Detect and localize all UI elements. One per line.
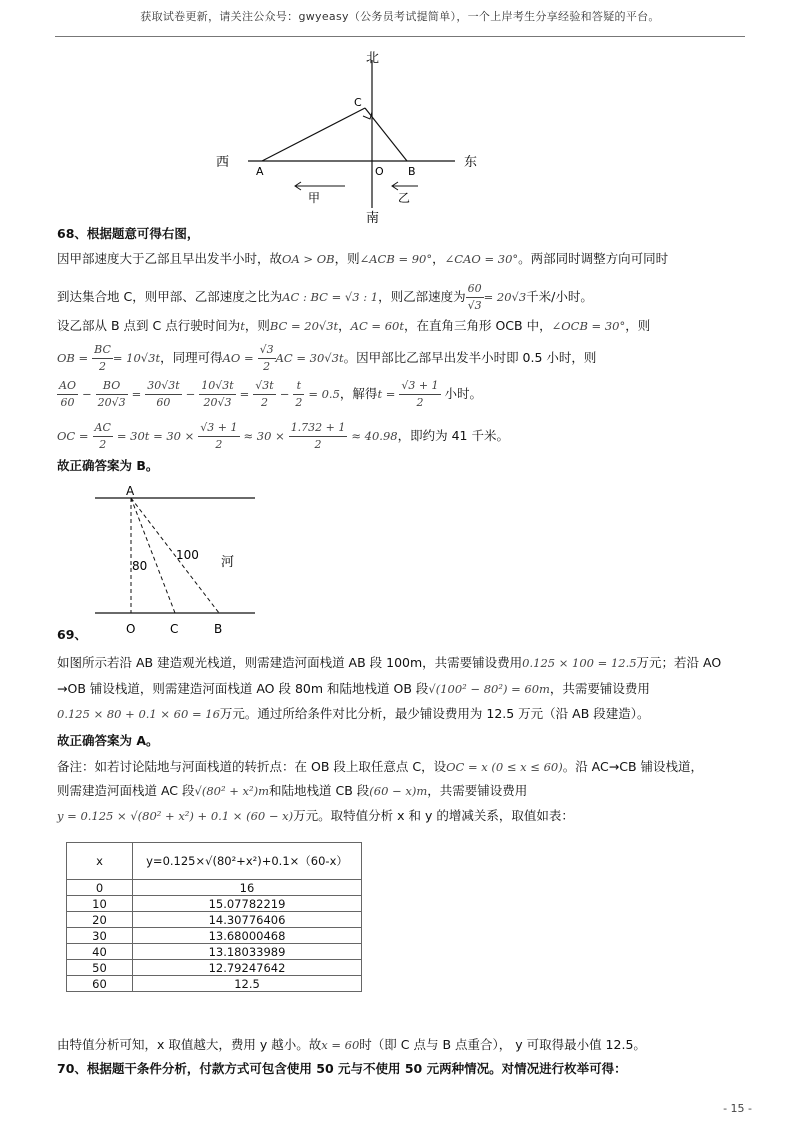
table-row: 40 13.18033989 [67, 944, 362, 960]
q69-line-3: 0.125 × 80 + 0.1 × 60 = 16万元。通过所给条件对比分析，最少铺设费用为 12.5 万元（沿 AB 段建造）。 [57, 706, 650, 721]
q68-line-2: 到达集合地 C，则甲部、乙部速度之比为AC : BC = √3 : 1，则乙部速度为 $\frac{60}{√3}$ = 20√3千米/小时。 [57, 282, 593, 312]
segment-ac [262, 108, 365, 161]
table-row: 20 14.30776406 [67, 912, 362, 928]
q69-note-1: 备注：如若讨论陆地与河面栈道的转折点：在 OB 段上取任意点 C，设OC = x (0 ≤ x ≤ 60)。沿 AC→CB 铺设栈道， [57, 759, 703, 774]
table-row: 30 13.68000468 [67, 928, 362, 944]
table-row: 50 12.79247642 [67, 960, 362, 976]
q68-line-1: 因甲部速度大于乙部且早出发半小时，故OA > OB，则∠ACB = 90°，∠CAO = 30°。两部同时调整方向可同时 [57, 251, 669, 266]
east-label: 东 [464, 155, 478, 170]
point-a-label: A [126, 484, 135, 498]
q70-text: 70、根据题干条件分析，付款方式可包含使用 50 元与不使用 50 元两种情况。对情况进行枚举可得： [57, 1061, 627, 1076]
q68-line-6: OC = $\frac{AC}{2}$ = 30t = 30 × $\frac{√3 + 1}{2}$ ≈ 30 × $\frac{1.732 + 1}{2}$ ≈ 40.98，即约为 41 千米。 [57, 421, 509, 451]
table-header-row [67, 843, 362, 880]
table-header-y: y=0.125×√(80²+x²)+0.1×（60-x） [133, 843, 362, 880]
q68-line-5: $\frac{AO}{60}$ − $\frac{BO}{20√3}$ = $\frac{30√3t}{60}$ − $\frac{10√3t}{20√3}$ = $\frac{√3t}{2}$ − $\frac{t}{2}$ = 0.5，解得t = $\frac{√3 + 1}{2}$ 小时。 [59, 379, 483, 409]
header-divider [55, 36, 745, 37]
q68-line-4: OB = $\frac{BC}{2}$ = 10√3t，同理可得AO = $\frac{√3}{2}$ AC = 30√3t。因甲部比乙部早出发半小时即 0.5 小时，则 [57, 343, 597, 373]
table-row: 10 15.07782219 [67, 896, 362, 912]
page-number: - 15 - [723, 1102, 752, 1115]
segment-ab [131, 498, 219, 613]
q69-line-1: 如图所示若沿 AB 建造观光栈道，则需建造河面栈道 AB 段 100m，共需要铺设费用0.125 × 100 = 12.5万元；若沿 AO [57, 655, 722, 670]
q68-title: 68、根据题意可得右图， [57, 226, 200, 241]
point-c-label: C [354, 96, 362, 109]
length-80-label: 80 [132, 559, 148, 573]
q68-line-3: 设乙部从 B 点到 C 点行驶时间为t，则BC = 20√3t，AC = 60t，在直角三角形 OCB 中，∠OCB = 30°，则 [57, 318, 651, 333]
north-label: 北 [366, 51, 380, 66]
q69-answer: 故正确答案为 A。 [57, 733, 159, 748]
q69-note-2: 则需建造河面栈道 AC 段√(80² + x²)m和陆地栈道 CB 段(60 − x)m，共需要铺设费用 [57, 783, 528, 798]
west-label: 西 [216, 155, 230, 170]
right-angle-mark [363, 112, 372, 119]
table-header-x: x [67, 843, 133, 880]
river-label: 河 [221, 555, 235, 570]
table-row: 60 12.5 [67, 976, 362, 992]
q69-line-2: →OB 铺设栈道，则需建造河面栈道 AO 段 80m 和陆地栈道 OB 段√(100² − 80²) = 60m，共需要铺设费用 [57, 681, 650, 696]
q69-title: 69、 [57, 627, 87, 642]
figure-compass-diagram [200, 40, 500, 230]
point-a-label: A [256, 165, 264, 178]
figure-river-diagram [90, 482, 260, 638]
jia-label: 甲 [308, 191, 321, 205]
south-label: 南 [366, 211, 380, 226]
value-table [66, 842, 362, 992]
q69-conclusion: 由特值分析可知，x 取值越大，费用 y 越小。故x = 60时（即 C 点与 B 点重合）， y 可取得最小值 12.5。 [57, 1037, 646, 1052]
table-row: 0 16 [67, 880, 362, 896]
q69-note-3: y = 0.125 × √(80² + x²) + 0.1 × (60 − x)万元。取特值分析 x 和 y 的增减关系，取值如表： [57, 808, 574, 823]
point-b-label: B [408, 165, 416, 178]
segment-ac [131, 498, 175, 613]
point-c-label: C [170, 622, 179, 636]
yi-label: 乙 [398, 191, 411, 205]
point-o-label: O [375, 165, 384, 178]
length-100-label: 100 [176, 548, 199, 562]
point-o-label: O [126, 622, 136, 636]
page-header: 获取试卷更新，请关注公众号：gwyeasy（公务员考试提简单），一个上岸考生分享经验和答疑的平台。 [140, 10, 660, 23]
q68-answer: 故正确答案为 B。 [57, 458, 159, 473]
point-b-label: B [214, 622, 223, 636]
